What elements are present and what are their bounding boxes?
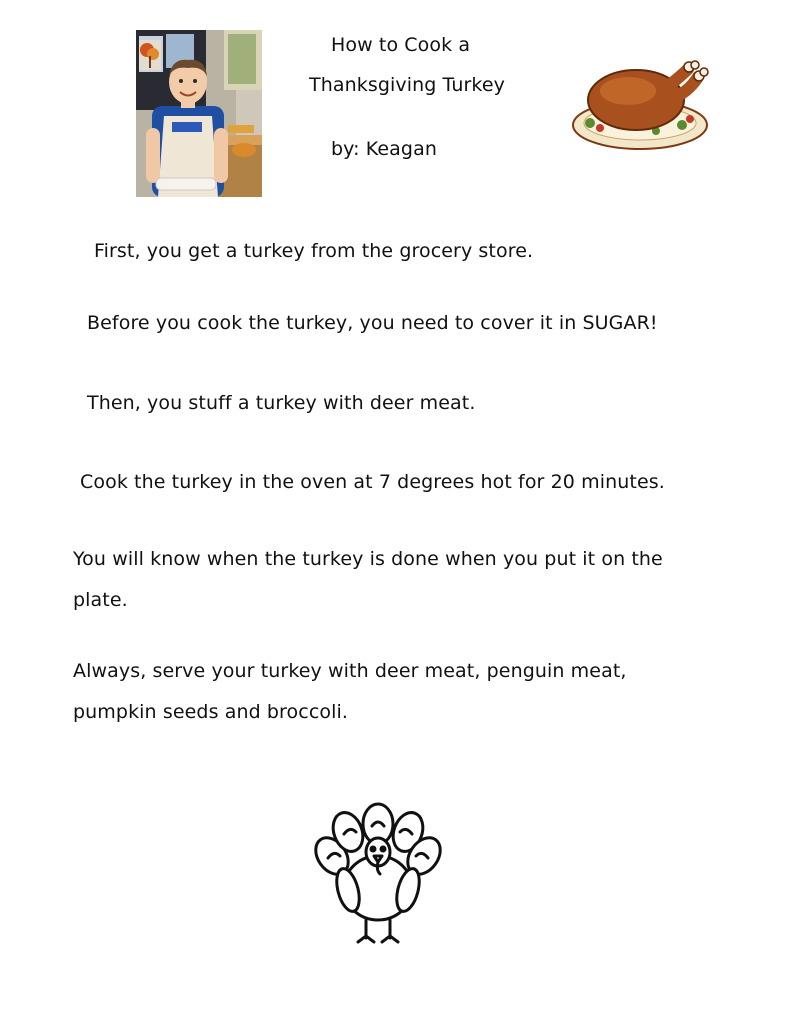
title-line-1: How to Cook a (331, 34, 471, 56)
child-photo (136, 30, 262, 197)
step-3-text: Then, you stuff a turkey with deer meat. (87, 392, 476, 414)
step-5-text-line-2: plate. (73, 589, 128, 611)
step-2-text: Before you cook the turkey, you need to cover it in SUGAR! (87, 312, 658, 334)
turkey-outline-icon (312, 802, 444, 948)
step-6-text-line-1: Always, serve your turkey with deer meat, penguin meat, (73, 660, 627, 682)
step-6-text-line-2: pumpkin seeds and broccoli. (73, 701, 348, 723)
byline: by: Keagan (331, 138, 437, 160)
step-4-text: Cook the turkey in the oven at 7 degrees hot for 20 minutes. (80, 471, 665, 493)
step-1-text: First, you get a turkey from the grocery store. (94, 240, 534, 262)
child-photo-image (136, 30, 262, 197)
roast-turkey-icon (570, 55, 710, 155)
step-5-text-line-1: You will know when the turkey is done when you put it on the (73, 548, 663, 570)
title-line-2: Thanksgiving Turkey (309, 74, 505, 96)
